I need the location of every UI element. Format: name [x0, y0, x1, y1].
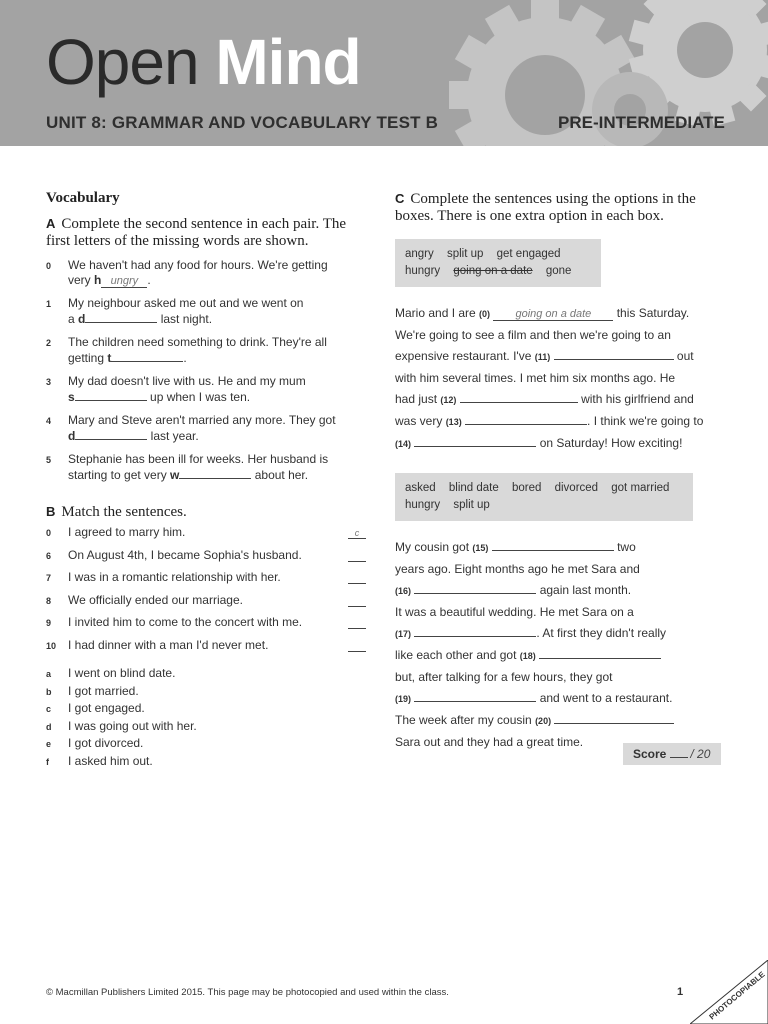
- section-b-options: [46, 666, 366, 771]
- answer-field[interactable]: [179, 467, 251, 479]
- match-item: 6 On August 4th, I became Sophia's husband.: [46, 548, 366, 571]
- section-b-instruction: B Match the sentences.: [46, 504, 187, 520]
- section-b-items: [46, 525, 366, 660]
- brand-logo: [46, 26, 361, 98]
- answer-field[interactable]: [414, 625, 536, 637]
- level-label: PRE-INTERMEDIATE: [558, 113, 725, 132]
- vocabulary-heading: Vocabulary: [46, 190, 120, 206]
- section-c-instruction: C Complete the sentences using the options in the boxes. There is one extra option in each box.: [395, 191, 696, 224]
- score-field[interactable]: [670, 749, 688, 758]
- question-item: 3 My dad doesn't live with us. He and my mum s up when I was ten.: [46, 374, 306, 404]
- question-item: 1 My neighbour asked me out and we went on a d last night.: [46, 296, 304, 326]
- answer-field[interactable]: [414, 435, 536, 447]
- word-option: bored: [511, 482, 542, 494]
- match-answer-field[interactable]: [348, 574, 366, 584]
- answer-field[interactable]: [539, 647, 661, 659]
- option-item: d I was going out with her.: [46, 718, 197, 733]
- word-option: split up: [446, 248, 484, 260]
- right-column: [395, 190, 725, 753]
- answer-field[interactable]: going on a date: [493, 309, 613, 321]
- unit-title: UNIT 8: GRAMMAR AND VOCABULARY TEST B: [46, 113, 439, 132]
- word-option: got married: [611, 482, 670, 494]
- option-item: e I got divorced.: [46, 736, 144, 750]
- word-option: divorced: [554, 482, 599, 494]
- answer-field[interactable]: [75, 389, 147, 401]
- paragraph-2: My cousin got (15) two years ago. Eight months ago he met Sara and (16) again last month. It was a beautiful wedding. He met Sara on a (17) . At first they didn't really like each other and got (18) but, after talking for a few hours, they got (19) and went to a restaurant. The week after my cousin (20) Sara out and they had a great time.: [395, 540, 673, 749]
- question-item: 0 We haven't had any food for hours. We're getting very h ungry .: [46, 258, 328, 287]
- answer-field[interactable]: ungry: [101, 276, 147, 288]
- left-column: [46, 190, 366, 771]
- question-item: 4 Mary and Steve aren't married any more. They got d last year.: [46, 413, 336, 443]
- brand-light: Open: [46, 26, 199, 98]
- match-item: 10 I had dinner with a man I'd never met.: [46, 638, 366, 661]
- match-item: 7 I was in a romantic relationship with her.: [46, 570, 366, 593]
- word-option-used: going on a date: [453, 265, 533, 277]
- word-box-2: [395, 473, 693, 521]
- match-answer-field[interactable]: [348, 619, 366, 629]
- answer-field[interactable]: [492, 539, 614, 551]
- match-item: 8 We officially ended our marriage.: [46, 593, 366, 616]
- option-item: a I went on blind date.: [46, 666, 176, 680]
- photocopiable-label: PHOTOCOPIABLE: [707, 969, 767, 1022]
- option-item: f I asked him out.: [46, 753, 153, 768]
- match-answer-field[interactable]: [348, 597, 366, 607]
- answer-field[interactable]: [460, 391, 578, 403]
- answer-field[interactable]: [75, 428, 147, 440]
- score-label: Score: [633, 747, 667, 761]
- answer-field[interactable]: [465, 413, 587, 425]
- page-number: 1: [677, 986, 684, 998]
- answer-field[interactable]: [85, 311, 157, 323]
- answer-field[interactable]: [554, 712, 674, 724]
- score-max: / 20: [690, 747, 711, 761]
- word-option: split up: [453, 499, 490, 511]
- match-answer-field[interactable]: [348, 642, 366, 652]
- copyright-footer: © Macmillan Publishers Limited 2015. This page may be photocopied and used within the class.: [46, 987, 449, 998]
- section-a-instruction: A Complete the second sentence in each pair. The first letters of the missing words are shown.: [46, 216, 347, 249]
- paragraph-1: Mario and I are (0) going on a date this Saturday. We're going to see a film and then we're going to an expensive restaurant. I've (11) out with him several times. I met him six months ago. He had just (12) with his girlfriend and was very (13) . I think we're going to (14) on Saturday! How exciting!: [395, 306, 704, 450]
- option-item: c I got engaged.: [46, 701, 145, 715]
- answer-field[interactable]: [554, 348, 674, 360]
- word-option: gone: [545, 265, 572, 277]
- match-answer-field[interactable]: [348, 552, 366, 562]
- question-item: 2 The children need something to drink. They're all getting t .: [46, 335, 327, 365]
- section-a-items: [46, 258, 366, 483]
- brand-bold: Mind: [215, 26, 361, 98]
- match-answer-field[interactable]: c: [348, 529, 366, 539]
- answer-field[interactable]: [414, 690, 536, 702]
- word-option: blind date: [448, 482, 499, 494]
- question-item: 5 Stephanie has been ill for weeks. Her husband is starting to get very w about her.: [46, 452, 329, 482]
- option-item: b I got married.: [46, 683, 139, 698]
- word-option: hungry: [405, 499, 441, 511]
- word-option: asked: [405, 482, 436, 494]
- word-box-1: [395, 239, 601, 287]
- word-option: hungry: [405, 265, 441, 277]
- answer-field[interactable]: [111, 350, 183, 362]
- word-option: get engaged: [496, 248, 561, 260]
- word-option: angry: [405, 248, 434, 260]
- match-item: 0 I agreed to marry him. c: [46, 525, 366, 548]
- answer-field[interactable]: [414, 582, 536, 594]
- photocopiable-corner: [690, 960, 768, 1024]
- score-box: [623, 743, 721, 765]
- match-item: 9 I invited him to come to the concert with me.: [46, 615, 366, 638]
- header-banner: [0, 0, 768, 146]
